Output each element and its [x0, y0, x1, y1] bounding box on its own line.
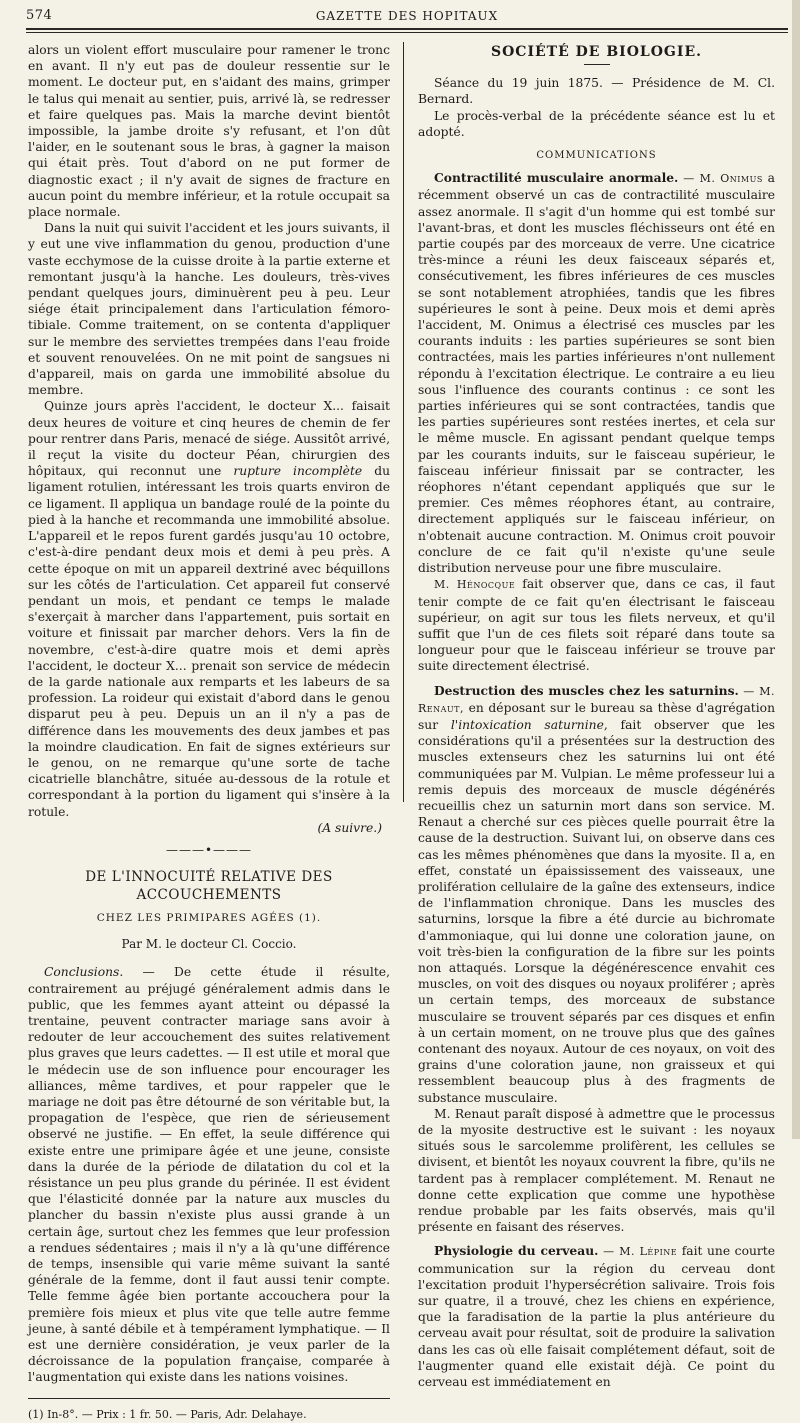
page-number: 574 — [26, 8, 53, 23]
body-paragraph — [28, 964, 390, 1385]
text-run: fait une courte communication sur la région du cerveau dont l'excitation produit l'hypersécrétion salivaire. Trois fois sur quatre, il a trouvé, chez les chiens en expérience, que la faradisation de la partie la plus antérieure du cerveau avait pour résultat, soit de produire la salivation dans les cas où elle faisait complétement défaut, soit de l'augmenter quand elle existait déjà. Ce point du cerveau est immédiatement en — [418, 1244, 775, 1390]
item-speaker: — M. Renaut, — [418, 684, 775, 715]
communication-item — [418, 170, 775, 576]
article-author: Par M. le docteur Cl. Coccio. — [121, 937, 297, 952]
to-be-continued: (A suivre.) — [317, 820, 382, 835]
article-subtitle: CHEZ LES PRIMIPARES AGÉES (1). — [96, 911, 322, 924]
item-speaker: — M. Lépine — [598, 1245, 678, 1259]
communication-item — [418, 1243, 775, 1390]
body-paragraph: Dans la nuit qui suivit l'accident et les jours suivants, il y eut une vive inflammation du genou, production d'une vaste ecchymose de la cuisse droite à la partie externe et remontant jusqu'à la hanche. Les douleurs, très-vives pendant quelques jours, diminuèrent peu à peu. Leur siége était principalement dans l'articulation fémoro-tibiale. Comme traitement, on se contenta d'appliquer sur le membre des serviettes trempées dans l'eau froide et souvent renouvelées. On ne mit point de sangsues ni d'appareil, mais on garda une immobilité absolue du membre. — [28, 221, 390, 398]
item-title: Destruction des muscles chez les saturnins. — [434, 682, 739, 698]
item-speaker: M. Hénocque — [434, 578, 516, 592]
minutes-line: Le procès-verbal de la précédente séance est lu et adopté. — [418, 108, 775, 139]
body-paragraph — [28, 398, 390, 819]
left-column — [28, 42, 390, 1423]
article-title: DE L'INNOCUITÉ RELATIVE DES ACCOUCHEMENTS — [85, 868, 333, 903]
running-title: GAZETTE DES HOPITAUX — [315, 9, 499, 23]
text-run: du ligament rotulien, intéressant les trois quarts environ de ce ligament. Il appliqua un bandage roulé de la pointe du pied à la hanche et recommanda une immobilité absolue. L'appareil et le repos furent gardés jusqu'au 10 octobre, c'est-à-dire pendant deux mois et demi à peu près. A cette époque on mit un appareil dextriné avec béquillons sur les côtés de l'articulation. Cet appareil fut conservé pendant un mois, et pendant ce temps le malade s'exerçait à marcher dans l'appartement, puis sortait en voiture et finissait par marcher dehors. Vers la fin de novembre, c'est-à-dire quatre mois et demi après l'accident, le docteur X... prenait son service de médecin de la garde nationale aux remparts et les labeurs de sa profession. La roideur qui existait d'abord dans le genou disparut peu à peu. Depuis un an il n'y a pas de différence dans les mouvements des deux jambes et pas la moindre claudication. En fait de signes extérieurs sur le genou, on ne remarque qu'une sorte de tache cicatrielle blanchâtre, située au-dessous de la rotule et correspondant à la portion du ligament qui s'insère à la rotule. — [28, 464, 391, 819]
communications-heading: COMMUNICATIONS — [536, 150, 657, 162]
text-run: — De cette étude il résulte, contrairement au préjugé généralement admis dans le public, que les femmes ayant atteint ou dépassé la trentaine, peuvent contracter mariage sans avoir à redouter de leur accouchement des suites relativement plus graves que leurs cadettes. — Il est utile et moral que le médecin use de son influence pour encourager les alliances, même tardives, et pour rappeler que le mariage ne doit pas être détourné de son véritable but, la propagation de l'espèce, que rien de sérieusement observé ne justifie. — En effet, la seule différence qui existe entre une primipare âgée et une jeune, consiste dans la durée de la période de dilatation du col et la résistance un peu plus grande du périnée. Il est évident que l'élasticité donnée par la nature aux muscles du plancher du bassin n'existe plus aussi grande à un certain âge, surtout chez les femmes que leur profession a rendues sédentaires ; mais il n'y a là qu'une différence de temps, insensible qui varie même suivant la santé générale de la femme, dont il faut aussi tenir compte. Telle femme âgée bien portante accouchera pour la première fois mieux et plus vite que telle autre femme jeune, à santé débile et à tempérament lymphatique. — Il est une dernière considération, je veux parler de la décroissance de la population française, comparée à l'augmentation qui existe dans les nations voisines. — [28, 965, 390, 1385]
section-rule — [584, 64, 610, 65]
item-speaker: — M. Onimus — [678, 172, 763, 186]
header-rule-thin — [26, 32, 788, 33]
article-separator: ———•——— — [165, 842, 253, 857]
body-paragraph: alors un violent effort musculaire pour ramener le tronc en avant. Il n'y eut pas de douleur ressentie sur le moment. Le docteur put, en s'aidant des mains, grimper le talus qui menait au sentier, puis, arrivé là, se redresser et faire quelques pas. Mais la marche devint bientôt impossible, la jambe droite s'y refusant, et l'on dût l'aider, en le soutenant sous le bras, à gagner la maison qui était près. Tout d'abord on ne put former de diagnostic exact ; il n'y avait de signes de fracture en aucun point du membre inférieur, et la rotule occupait sa place normale. — [28, 43, 390, 220]
binding-gutter — [792, 0, 800, 1139]
footnote-rule — [28, 1398, 390, 1399]
text-run: en déposant sur le bureau sa thèse d'agrégation sur — [418, 700, 775, 732]
column-divider — [403, 42, 404, 802]
communication-item — [418, 683, 775, 1106]
body-paragraph: M. Renaut paraît disposé à admettre que le processus de la myosite destructive est le suivant : les noyaux situés sous le sarcolemme prolifèrent, les cellules se divisent, et bientôt les noyaux couvrent la fibre, qu'ils ne tardent pas à remplacer complétement. M. Renaut ne donne cette explication que comme une hypothèse rendue probable par les faits observés, mais qu'il présente en faisant des réserves. — [418, 1106, 775, 1235]
session-line: Séance du 19 juin 1875. — Présidence de M. Cl. Bernard. — [418, 76, 775, 107]
text-run: fait observer que, dans ce cas, il faut tenir compte de ce fait qu'en électrisant le faisceau supérieur, on agit sur tous les filets nerveux, et qu'il suffit que l'un de ces filets soit réparé dans toute sa longueur pour que le faisceau inférieur se trouve par suite directement électrisé. — [418, 577, 776, 674]
emphasis: rupture incomplète — [233, 464, 363, 479]
item-title: Physiologie du cerveau. — [434, 1243, 599, 1259]
text-run: Quinze jours après l'accident, le docteur X... faisait deux heures de voiture et cinq heures de chemin de fer pour rentrer dans Paris, menacé de siége. Aussitôt arrivé, il reçut la visite du docteur Péan, chirurgien des hôpitaux, qui reconnut une — [28, 399, 390, 479]
communication-reply — [418, 576, 775, 674]
right-column — [418, 42, 775, 1390]
page-header — [26, 4, 788, 28]
emphasis: l'intoxication saturnine — [450, 717, 604, 732]
lead-word: Conclusions. — [44, 965, 124, 980]
section-title: SOCIÉTÉ DE BIOLOGIE. — [491, 44, 702, 60]
text-run: a récemment observé un cas de contractilité musculaire assez anormale. Il s'agit d'un homme qui est tombé sur l'avant-bras, et dont les muscles fléchisseurs ont été en partie coupés par des morceaux de verre. Une cicatrice très-mince a réuni les deux faisceaux séparés et, consécutivement, les fibres inférieures de ces muscles se sont notablement atrophiées, tandis que les fibres supérieures le sont à peine. Deux mois et demi après l'accident, M. Onimus a électrisé ces muscles par les courants induits : les parties supérieures se sont bien contractées, mais les parties inférieures n'ont nullement répondu à l'excitation électrique. Le contraire a eu lieu sous l'influence des courants continus : ce sont les parties inférieures qui se sont contractées, tandis que les parties supérieures sont restées inertes, et cela sur le même muscle. En agissant pendant quelque temps par les courants induits, sur le faisceau supérieur, le faisceau inférieur finissait par se contracter, les réophores n'étant cependant appliqués que sur le premier. Ces mêmes réophores étant, au contraire, directement appliqués sur le faisceau inférieur, on n'obtenait aucune contraction. M. Onimus croit pouvoir conclure de ce fait qu'il n'existe qu'une seule distribution nerveuse pour une fibre musculaire. — [418, 171, 775, 576]
footnote: (1) In-8°. — Prix : 1 fr. 50. — Paris, Adr. Delahaye. — [28, 1407, 307, 1421]
text-run: , fait observer que les considérations qu'il a présentées sur la destruction des muscles extenseurs chez les saturnins lui ont été communiquées par M. Vulpian. Le même professeur lui a remis depuis des morceaux de muscle dégénérés recueillis chez un saturnin mort dans son service. M. Renaut a cherché sur ces pièces quelle pourrait être la cause de la destruction. Suivant lui, on observe dans ces cas les mêmes phénomènes que dans la myosite. Il a, en effet, constaté un épaississement des vaisseaux, une prolifération cellulaire de la gaîne des extenseurs, indice de l'inflammation chronique. Dans les muscles des saturnins, lorsque la fibre a été durcie au bichromate d'ammoniaque, qui lui donne une coloration jaune, on voit très-bien la configuration de la fibre sur les points non attaqués. Lorsque la dégénérescence envahit ces muscles, on voit des disques ou noyaux proliférer ; après un certain temps, des morceaux de substance musculaire se trouvent séparés par ces disques et enfin à un certain moment, on ne trouve plus que des gaînes contenant des noyaux. Autour de ces noyaux, on voit des grains d'une coloration jaune, non graisseux et qui ressemblent beaucoup plus à des fragments de substance musculaire. — [418, 717, 775, 1105]
item-title: Contractilité musculaire anormale. — [434, 170, 679, 186]
header-rule — [26, 28, 788, 30]
